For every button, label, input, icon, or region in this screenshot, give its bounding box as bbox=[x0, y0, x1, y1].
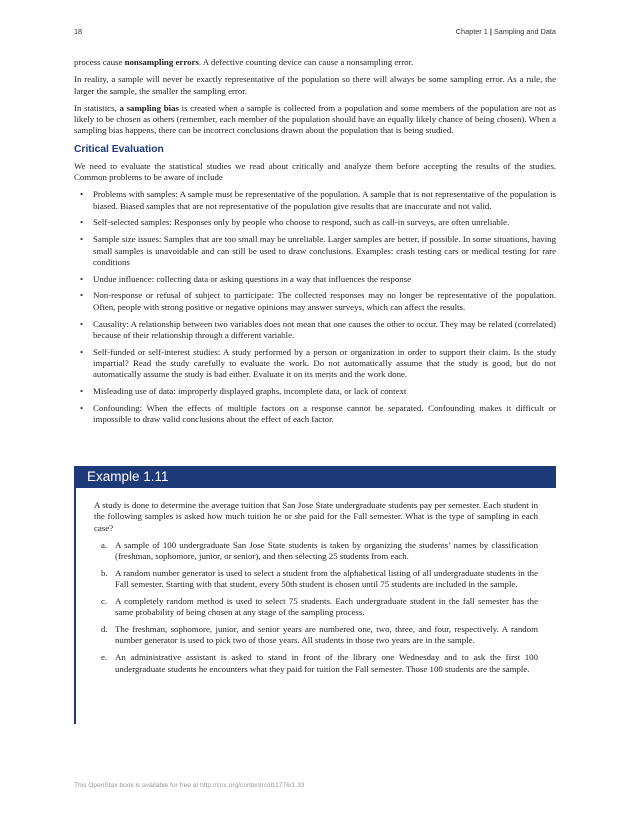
example-part bbox=[94, 624, 538, 647]
term-sampling-bias: a sampling bias bbox=[119, 102, 179, 113]
bullet-dot: • bbox=[80, 189, 84, 200]
critical-intro: We need to evaluate the statistical studies we read about critically and analyze them before accepting the results of the studies. Common problems to be aware of include bbox=[74, 160, 556, 183]
bullet-item bbox=[74, 217, 556, 228]
example-part bbox=[94, 596, 538, 619]
page-number: 18 bbox=[74, 27, 83, 36]
intro-paragraph-2: In reality, a sample will never be exactly representative of the population so there will always be some sampling error. As a rule, the larger the sample, the smaller the sampling error. bbox=[74, 74, 556, 96]
bullet-item bbox=[74, 290, 556, 313]
bullet-text: Undue influence: collecting data or asking questions in a way that influences the response bbox=[93, 273, 412, 284]
bullet-text: Confounding: When the effects of multiple factors on a response cannot be separated. Confounding makes it difficult or impossible to draw valid conclusions about the effect of each factor. bbox=[93, 402, 556, 425]
page-header bbox=[74, 27, 556, 39]
chapter-label bbox=[456, 27, 556, 36]
example-title: Example 1.11 bbox=[87, 469, 169, 484]
part-text: An administrative assistant is asked to stand in front of the library one Wednesday and to ask the first 100 undergraduate students he encounters what they paid for tuition the Fall semester. Those 100 students are the sample. bbox=[115, 652, 538, 674]
bullet-text: Non-response or refusal of subject to participate: The collected responses may no longer be representative of the population. Often, people with strong positive or negative opinions may answer surveys, which can affect the results. bbox=[93, 290, 556, 312]
bullet-item bbox=[74, 274, 556, 285]
intro-paragraph-3 bbox=[74, 103, 556, 137]
bullet-dot: • bbox=[80, 386, 84, 397]
chapter-number: Chapter 1 bbox=[455, 27, 488, 36]
example-box bbox=[74, 466, 556, 724]
example-part bbox=[94, 540, 538, 563]
text-span: is created when a sample is collected from a population and some members of the population are not as likely to be chosen as others (remember, each member of the population should have an equally likely chance of being chosen). When a sampling bias happens, there can be incorrect conclusions drawn about the population that is being studied. bbox=[74, 102, 556, 136]
part-text: A random number generator is used to select a student from the alphabetical listing of all undergraduate students in the Fall semester. Starting with that student, every 50th student is chosen until 75 students are included in the sample. bbox=[115, 567, 538, 590]
bullet-dot: • bbox=[80, 234, 84, 245]
example-part bbox=[94, 568, 538, 591]
bullet-text: Problems with samples: A sample must be representative of the population. A sample that is not representative of the population is biased. Biased samples that are not representative of the population give results that are inaccurate and not valid. bbox=[93, 189, 556, 211]
bullet-dot: • bbox=[80, 273, 84, 284]
bullet-item bbox=[74, 234, 556, 268]
bullet-item bbox=[74, 403, 556, 426]
example-parts-list bbox=[94, 540, 538, 675]
part-letter: a. bbox=[101, 539, 108, 550]
bullet-text: Sample size issues: Samples that are too small may be unreliable. Larger samples are better, if possible. In some situations, having small samples is unavoidable and can still be used to draw conclusions. Examples: crash testing cars or medical testing for rare conditions bbox=[93, 234, 556, 267]
intro-paragraph-1 bbox=[74, 57, 556, 68]
text-span: . A defective counting device can cause a nonsampling error. bbox=[198, 57, 414, 67]
bullet-item bbox=[74, 386, 556, 397]
bullet-item bbox=[74, 347, 556, 381]
bullet-text: Self-selected samples: Responses only by people who choose to respond, such as call-in surveys, are often unreliable. bbox=[93, 217, 510, 228]
part-letter: d. bbox=[101, 624, 108, 635]
part-text: A sample of 100 undergraduate San Jose State students is taken by organizing the students’ names by classification (freshman, sophomore, junior, or senior), and then selecting 25 students from each. bbox=[115, 539, 538, 562]
example-title-bar bbox=[74, 466, 556, 488]
bullet-text: Misleading use of data: improperly displayed graphs, incomplete data, or lack of context bbox=[93, 386, 407, 397]
chapter-title: Sampling and Data bbox=[493, 27, 556, 36]
bullet-dot: • bbox=[80, 290, 84, 301]
section-heading-critical-evaluation: Critical Evaluation bbox=[74, 143, 164, 155]
bullet-dot: • bbox=[80, 318, 84, 329]
part-text: A completely random method is used to select 75 students. Each undergraduate student in the fall semester has the same probability of being chosen at any stage of the sampling process. bbox=[115, 596, 538, 618]
example-part bbox=[94, 652, 538, 675]
page-content bbox=[74, 57, 556, 431]
bullet-text: Causality: A relationship between two variables does not mean that one causes the other to occur. They may be related (correlated) because of their relationship through a different variable. bbox=[93, 318, 556, 340]
example-question: A study is done to determine the average tuition that San Jose State undergraduate students pay per semester. Each student in the following samples is asked how much tuition he or she paid for the Fall semester. What is the type of sampling in each case? bbox=[94, 500, 538, 533]
critical-bullet-list bbox=[74, 189, 556, 425]
chapter-separator: | bbox=[489, 27, 492, 36]
text-span: process cause bbox=[74, 57, 125, 67]
bullet-dot: • bbox=[80, 402, 84, 413]
part-letter: b. bbox=[101, 567, 108, 578]
example-body bbox=[74, 488, 556, 724]
part-text: The freshman, sophomore, junior, and senior years are numbered one, two, three, and four, respectively. A random number generator is used to pick two of those years. All students in those two years are in the sample. bbox=[115, 624, 538, 646]
bullet-item bbox=[74, 319, 556, 342]
bullet-item bbox=[74, 189, 556, 212]
part-letter: c. bbox=[101, 596, 108, 607]
text-span: In statistics, bbox=[74, 102, 120, 113]
bullet-dot: • bbox=[80, 217, 84, 228]
term-nonsampling-errors: nonsampling errors bbox=[124, 57, 199, 67]
part-letter: e. bbox=[101, 652, 108, 663]
page-footer: This OpenStax book is available for free at http://cnx.org/content/col11776/1.33 bbox=[74, 782, 305, 789]
bullet-text: Self-funded or self-interest studies: A study performed by a person or organization in order to support their claim. Is the study impartial? Read the study carefully to evaluate the work. Do not automatically assume that the study is good, but do not automatically assume the study is bad either. Evaluate it on its merits and the work done. bbox=[93, 346, 556, 380]
bullet-dot: • bbox=[80, 346, 84, 357]
